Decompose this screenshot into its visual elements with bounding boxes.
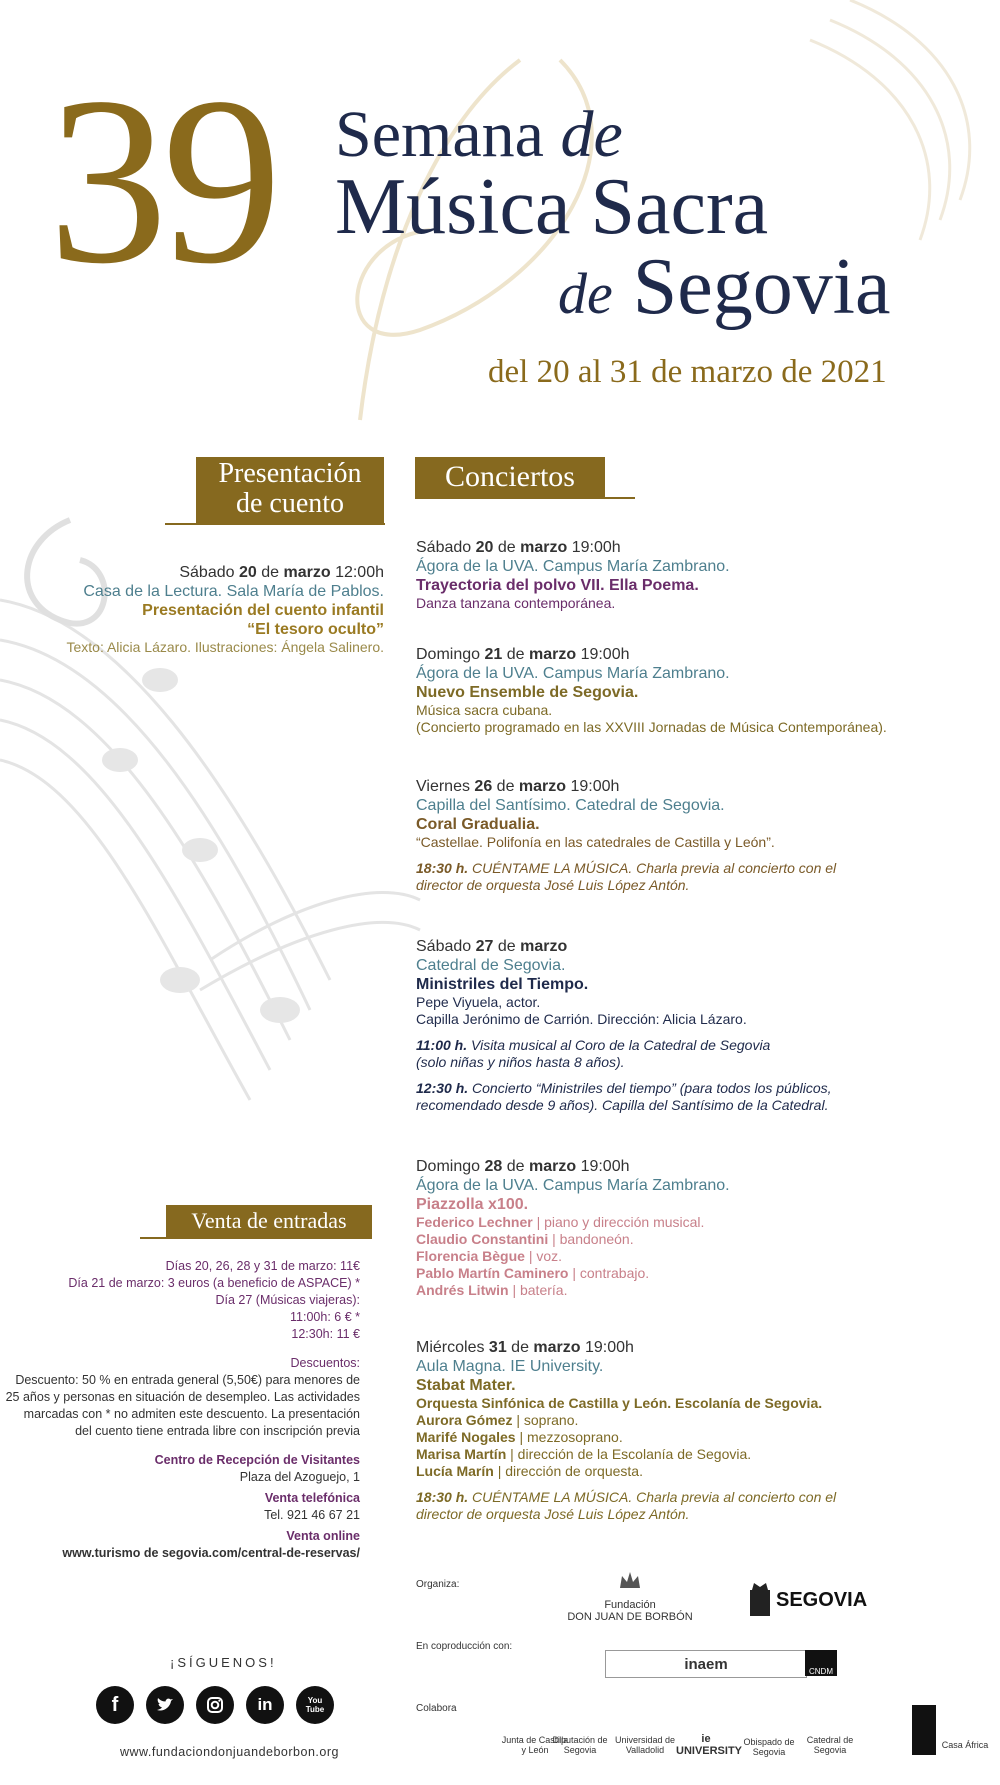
banner-underline	[140, 1237, 372, 1239]
title-line-1: Semana de	[335, 98, 623, 171]
price-line: Días 20, 26, 28 y 31 de marzo: 11€	[165, 1259, 360, 1273]
presentacion-date: Sábado 20 de marzo 12:00h	[179, 564, 384, 581]
concert-title: Piazzolla x100.	[416, 1196, 529, 1213]
casa-africa-mark	[912, 1705, 936, 1755]
concert-date: Viernes 26 de marzo 19:00h	[416, 778, 620, 795]
concert-event	[416, 777, 836, 894]
concert-title: Ministriles del Tiempo.	[416, 976, 589, 993]
fundacion-logo: Fundación DON JUAN DE BORBÓN	[560, 1566, 700, 1623]
performer: Pablo Martín Caminero | contrabajo.	[416, 1265, 650, 1281]
presentacion-venue: Casa de la Lectura. Sala María de Pablos.	[83, 583, 384, 600]
title-line-2: Música Sacra	[335, 163, 769, 251]
concert-title: Coral Gradualia.	[416, 816, 540, 833]
centro-title: Centro de Recepción de Visitantes	[154, 1453, 360, 1467]
concert-note: (solo niñas y niños hasta 8 años).	[416, 1054, 625, 1070]
performer: Andrés Litwin | batería.	[416, 1282, 568, 1298]
concert-description: “Castellae. Polifonía en las catedrales de Castilla y León”.	[416, 834, 775, 850]
concert-venue: Ágora de la UVA. Campus María Zambrano.	[416, 558, 730, 575]
performer: Federico Lechner | piano y dirección musical.	[416, 1214, 705, 1230]
concert-event	[416, 538, 730, 612]
concert-event	[416, 1157, 730, 1299]
concert-note: 11:00 h. Visita musical al Coro de la Catedral de Segovia	[416, 1037, 771, 1053]
banner-underline	[415, 497, 635, 499]
concert-venue: Ágora de la UVA. Campus María Zambrano.	[416, 665, 730, 682]
descuentos-text: del cuento tiene entrada libre con inscripción previa	[75, 1424, 360, 1438]
cndm-logo: CNDM	[805, 1650, 837, 1676]
concert-venue: Capilla del Santísimo. Catedral de Segovia.	[416, 797, 725, 814]
catedral-logo: Catedral de Segovia	[806, 1735, 854, 1755]
presentacion-credits: Texto: Alicia Lázaro. Ilustraciones: Ángela Salinero.	[66, 639, 384, 655]
concert-event	[416, 937, 832, 1114]
concert-note-2: director de orquesta José Luis López Antón.	[416, 1506, 690, 1522]
online-title: Venta online	[286, 1529, 360, 1543]
concert-title: Stabat Mater.	[416, 1377, 516, 1394]
price-line: 11:00h: 6 € *	[290, 1310, 360, 1324]
concert-venue: Catedral de Segovia.	[416, 957, 566, 974]
ie-logo: ie UNIVERSITY	[676, 1733, 743, 1757]
concert-event	[416, 645, 887, 736]
concert-description: Danza tanzana contemporánea.	[416, 595, 616, 611]
website-link[interactable]: www.fundaciondonjuandeborbon.org	[120, 1745, 339, 1759]
concert-date: Sábado 20 de marzo 19:00h	[416, 539, 621, 556]
concert-note: 18:30 h. CUÉNTAME LA MÚSICA. Charla previa al concierto con el	[416, 1489, 837, 1505]
concert-date: Miércoles 31 de marzo 19:00h	[416, 1339, 634, 1356]
conciertos-heading: Conciertos	[415, 457, 605, 497]
concert-description: Música sacra cubana.	[416, 702, 553, 718]
performer: Florencia Bègue | voz.	[416, 1248, 563, 1264]
concert-title: Trayectoria del polvo VII. Ella Poema.	[416, 577, 699, 594]
concert-venue: Aula Magna. IE University.	[416, 1358, 604, 1375]
follow-us-label: ¡SÍGUENOS!	[170, 1655, 277, 1670]
youtube-icon[interactable]: You Tube	[296, 1686, 334, 1724]
uva-logo: Universidad de Valladolid	[614, 1735, 676, 1755]
concert-event	[416, 1338, 836, 1523]
twitter-icon[interactable]	[146, 1686, 184, 1724]
price-line: 12:30h: 11 €	[291, 1327, 360, 1341]
festival-dates: del 20 al 31 de marzo de 2021	[488, 354, 887, 390]
price-line: Día 27 (Músicas viajeras):	[215, 1293, 360, 1307]
performer: Aurora Gómez | soprano.	[416, 1412, 579, 1428]
concert-description: Capilla Jerónimo de Carrión. Dirección: Alicia Lázaro.	[416, 1011, 747, 1027]
concert-date: Domingo 28 de marzo 19:00h	[416, 1158, 630, 1175]
venta-block	[6, 1258, 360, 1562]
concert-title: Nuevo Ensemble de Segovia.	[416, 684, 639, 701]
presentacion-title: Presentación del cuento infantil	[142, 602, 384, 619]
presentacion-heading: Presentación de cuento	[196, 457, 384, 525]
facebook-icon[interactable]: f	[96, 1686, 134, 1724]
venta-heading: Venta de entradas	[166, 1205, 372, 1237]
organiza-label: Organiza:	[416, 1579, 460, 1590]
concert-venue: Ágora de la UVA. Campus María Zambrano.	[416, 1177, 730, 1194]
junta-logo: Junta de Castilla y León	[501, 1735, 569, 1755]
price-line: Día 21 de marzo: 3 euros (a beneficio de ASPACE) *	[68, 1276, 360, 1290]
concert-note-2: director de orquesta José Luis López Antón.	[416, 877, 690, 893]
descuentos-text: 25 años y personas en situación de desempleo. Las actividades	[5, 1390, 360, 1404]
obispado-logo: Obispado de Segovia	[743, 1737, 795, 1757]
diputacion-logo: Diputación de Segovia	[552, 1735, 608, 1755]
concert-note: recomendado desde 9 años). Capilla del Santísimo de la Catedral.	[416, 1097, 829, 1113]
concert-description: (Concierto programado en las XXVIII Jornadas de Música Contemporánea).	[416, 719, 887, 735]
presentacion-title-2: “El tesoro oculto”	[247, 621, 384, 638]
shield-icon	[748, 1580, 772, 1620]
online-link[interactable]: www.turismo de segovia.com/central-de-reservas/	[62, 1546, 360, 1560]
performer: Claudio Constantini | bandoneón.	[416, 1231, 634, 1247]
descuentos-text: Descuento: 50 % en entrada general (5,50€) para menores de	[15, 1373, 360, 1387]
concert-date: Sábado 27 de marzo	[416, 938, 568, 955]
linkedin-icon[interactable]: in	[246, 1686, 284, 1724]
segovia-logo: SEGOVIA	[748, 1580, 867, 1620]
title-line-3: de Segovia	[558, 243, 891, 331]
concert-note: 12:30 h. Concierto “Ministriles del tiempo” (para todos los públicos,	[416, 1080, 832, 1096]
concert-description: Pepe Viyuela, actor.	[416, 994, 541, 1010]
crown-icon	[616, 1566, 644, 1594]
edition-number: 39	[48, 47, 276, 313]
performer: Marifé Nogales | mezzosoprano.	[416, 1429, 623, 1445]
presentacion-block	[66, 563, 384, 656]
concert-subtitle: Orquesta Sinfónica de Castilla y León. Escolanía de Segovia.	[416, 1395, 823, 1411]
tel-number[interactable]: Tel. 921 46 67 21	[264, 1508, 360, 1522]
centro-address: Plaza del Azoguejo, 1	[239, 1470, 360, 1484]
performer: Lucía Marín | dirección de orquesta.	[416, 1463, 643, 1479]
concert-note: 18:30 h. CUÉNTAME LA MÚSICA. Charla previa al concierto con el	[416, 860, 837, 876]
inaem-logo: inaem	[605, 1650, 807, 1678]
performer: Marisa Martín | dirección de la Escolanía de Segovia.	[416, 1446, 752, 1462]
descuentos-title: Descuentos:	[290, 1356, 360, 1370]
tel-title: Venta telefónica	[264, 1491, 360, 1505]
coproduccion-label: En coproducción con:	[416, 1641, 513, 1652]
banner-underline	[165, 523, 385, 525]
casa-africa-logo: Casa África	[941, 1740, 989, 1750]
concert-date: Domingo 21 de marzo 19:00h	[416, 646, 630, 663]
instagram-icon[interactable]	[196, 1686, 234, 1724]
descuentos-text: marcadas con * no admiten este descuento. La presentación	[23, 1407, 360, 1421]
colabora-label: Colabora	[416, 1703, 457, 1714]
